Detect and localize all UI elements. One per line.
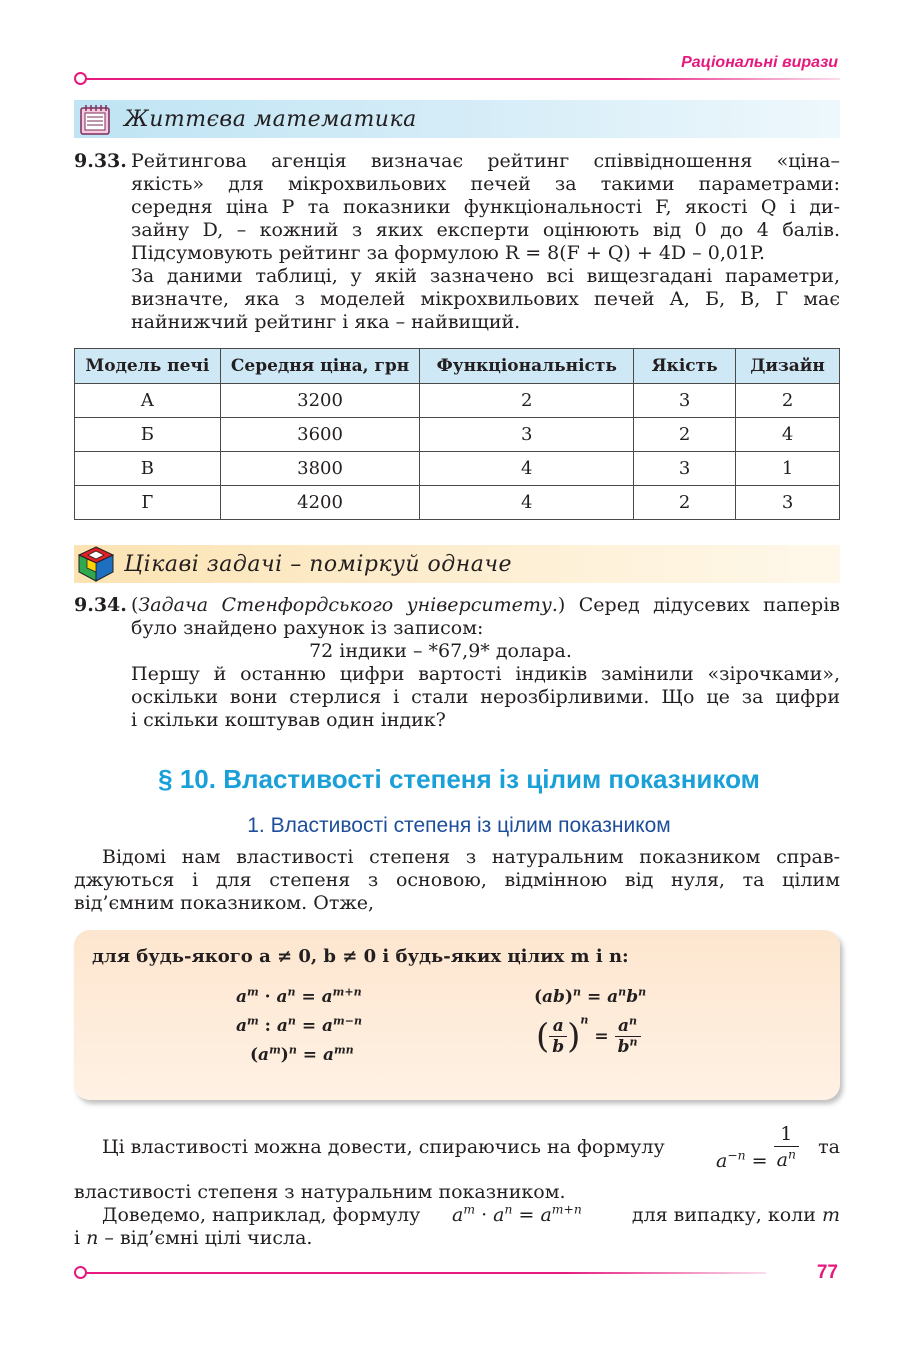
problem-933-line: зайну D, – кожний з яких експерти оцінюють від 0 до 4 балів. [131, 219, 840, 241]
table-cell: 2 [736, 384, 840, 418]
formula-box [74, 930, 840, 1100]
problem-933-line: якість» для мікрохвильових печей за такими параметрами: [131, 173, 840, 195]
footer-rule [86, 1272, 766, 1274]
table-row [75, 384, 840, 418]
table-cell: В [75, 452, 221, 486]
page-number: 77 [816, 1262, 838, 1283]
problem-934-line [131, 594, 840, 617]
table-cell: 2 [634, 486, 736, 520]
problem-934-text [131, 594, 840, 732]
section-title-life-math: Життєва математика [124, 107, 417, 132]
table-cell: 3600 [220, 418, 420, 452]
formula-negative-exponent: $a^{-n}$ = $\frac{1}{a^n}$ [716, 1122, 799, 1173]
problem-934-centered-record: 72 індики – *67,9* долара. [309, 640, 572, 662]
table-cell: Г [75, 486, 221, 520]
table-row [75, 452, 840, 486]
formula-product: $a^m \cdot a^n = a^{m+n}$ [236, 985, 362, 1007]
notepad-icon [78, 102, 112, 136]
after-line-2 [74, 1181, 840, 1204]
table-cell: 2 [634, 418, 736, 452]
table-cell: 3 [634, 384, 736, 418]
table-cell: 3800 [220, 452, 420, 486]
formula-power-of-product: $(ab)^n = a^nb^n$ [534, 985, 647, 1007]
after-line-1-tail: та [818, 1136, 840, 1158]
after-line-1 [74, 1122, 840, 1178]
formula-quotient: $a^m$ : $a^n = a^{m-n}$ [236, 1014, 363, 1036]
after-line-3 [74, 1204, 840, 1228]
problem-934-line: оскільки вони стерлися і стали нерозбірливими. Що це за цифри [131, 686, 840, 708]
running-title: Раціональні вирази [681, 54, 838, 71]
table-header-cell: Середня ціна, грн [220, 349, 420, 384]
table-cell: 3 [634, 452, 736, 486]
formula-condition: для будь-якого a ≠ 0, b ≠ 0 і будь-яких цілих m і n: [92, 946, 629, 967]
formula-proof-target: $a^m \cdot a^n = a^{m+n}$ [452, 1202, 582, 1226]
paren-open: ( [131, 594, 139, 616]
after-line-3-tail-text: для випадку, коли [631, 1204, 816, 1226]
table-cell: 3 [420, 418, 634, 452]
table-cell: 4 [420, 452, 634, 486]
problem-934-line: Першу й останню цифри вартості індиків замінили «зірочками», [131, 663, 840, 685]
table-cell: А [75, 384, 221, 418]
problem-933-text [131, 150, 840, 334]
after-line-2-text: властивості степеня з натуральним показником. [74, 1181, 566, 1203]
section-10-title: § 10. Властивості степеня із цілим показником [158, 764, 760, 794]
formula-power-of-quotient: ( $\frac{a}{b}$ )$^n$ = $\frac{a^n}{b^n}$ [536, 1016, 641, 1066]
rating-table [74, 348, 840, 520]
after-line-3-tail: для випадку, коли m [631, 1204, 840, 1226]
intro-line: Відомі нам властивості степеня з натуральним показником справ- [102, 846, 840, 868]
after-line-4-conj: і [74, 1227, 81, 1249]
table-header-cell: Якість [634, 349, 736, 384]
after-line-4 [74, 1227, 840, 1250]
table-cell: 2 [420, 384, 634, 418]
table-row [75, 418, 840, 452]
problem-933-line: Підсумовують рейтинг за формулою R = 8(F + Q) + 4D – 0,01P. [131, 242, 766, 264]
cube-icon [76, 545, 116, 583]
formula-power-of-power: $(a^m)^n = a^{mn}$ [250, 1043, 354, 1065]
section-title-interesting-problems: Цікаві задачі – поміркуй одначе [124, 552, 513, 577]
table-header-cell: Дизайн [736, 349, 840, 384]
table-row [75, 486, 840, 520]
subsection-title: 1. Властивості степеня із цілим показником [247, 814, 671, 837]
table-cell: 1 [736, 452, 840, 486]
table-cell: 3200 [220, 384, 420, 418]
intro-paragraph [74, 846, 840, 915]
table-header-cell: Функціональність [420, 349, 634, 384]
problem-934-line1-rest: ) Серед дідусевих паперів [557, 594, 840, 616]
table-header-row [75, 349, 840, 384]
table-cell: 4200 [220, 486, 420, 520]
table-header-cell: Модель печі [75, 349, 221, 384]
problem-934-line: було знайдено рахунок із записом: [131, 617, 484, 639]
table-cell: 3 [736, 486, 840, 520]
after-line-1-text: Ці властивості можна довести, спираючись на формулу [102, 1136, 665, 1158]
table-cell: 4 [736, 418, 840, 452]
problem-933-line: найнижчий рейтинг і яка – найвищий. [131, 311, 521, 333]
problem-number-933: 9.33. [74, 150, 127, 172]
problem-933-line: Рейтингова агенція визначає рейтинг співвідношення «ціна– [131, 150, 840, 172]
table-cell: 4 [420, 486, 634, 520]
intro-line: від’ємним показником. Отже, [74, 892, 375, 914]
after-line-4-text: і n – від’ємні цілі числа. [74, 1227, 313, 1249]
problem-number-934: 9.34. [74, 594, 127, 616]
intro-line: джуються і для степеня з основою, відмінною від нуля, та цілим [74, 869, 840, 891]
problem-934-line: і скільки коштував один індик? [131, 709, 446, 731]
problem-933-line: За даними таблиці, у якій зазначено всі вищезгадані параметри, [131, 265, 840, 287]
header-rule [86, 78, 840, 80]
problem-933-line: визначте, яка з моделей мікрохвильових печей А, Б, В, Г має [131, 288, 840, 310]
table-cell: Б [75, 418, 221, 452]
problem-source: Задача Стенфордського університету. [138, 594, 558, 616]
after-line-3-text: Доведемо, наприклад, формулу [102, 1204, 421, 1226]
section-band-life-math [74, 100, 840, 138]
section-band-interesting-problems [74, 545, 840, 583]
after-line-4-tail: – від’ємні цілі числа. [104, 1227, 313, 1249]
problem-933-line: середня ціна P та показники функціональності F, якості Q і ди- [131, 196, 840, 218]
